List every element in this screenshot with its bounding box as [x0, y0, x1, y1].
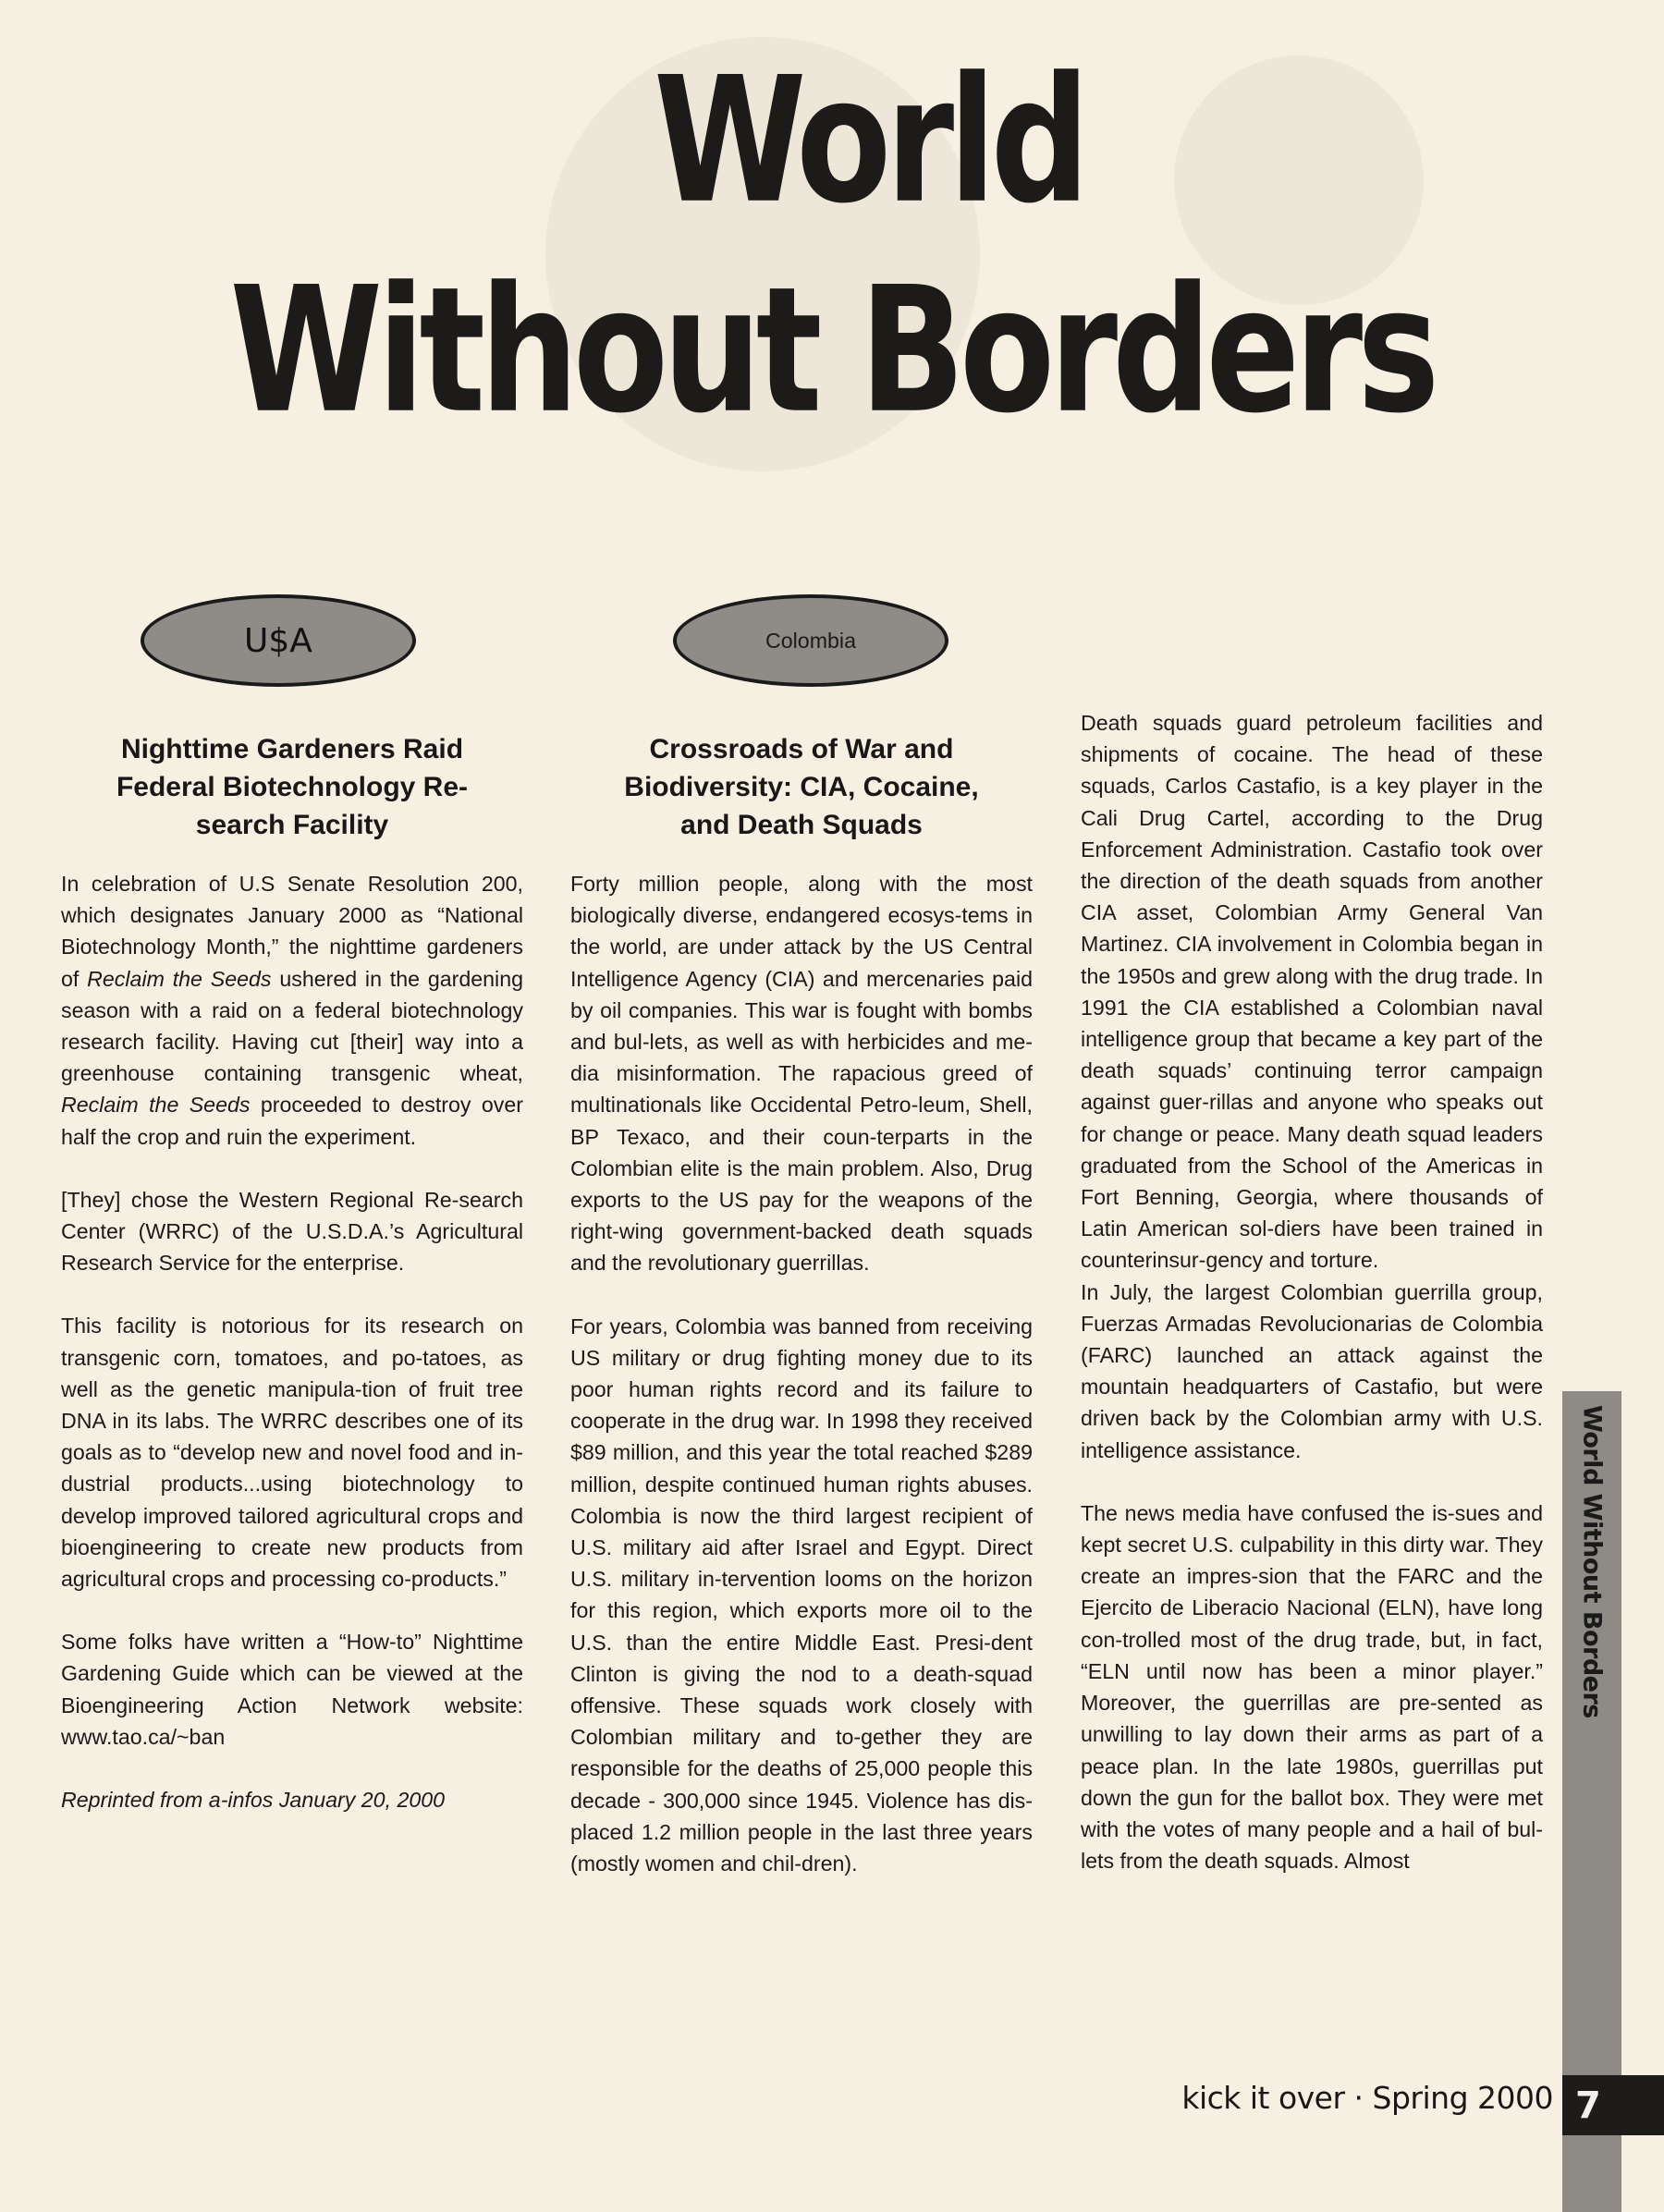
section-tag-label: Colombia	[765, 628, 856, 653]
article-column-2	[570, 730, 1033, 1911]
text-run: In celebration of U.S Senate Resolution 200, which designates January 2000 as “National Biotechnology Month,” the nighttime gardeners of	[61, 872, 523, 991]
section-tag-label: U$A	[244, 621, 312, 660]
italic-title: Reclaim the Seeds	[87, 966, 272, 991]
article-paragraph: This facility is notorious for its research on transgenic corn, tomatoes, and po-tatoes, as well as the genetic manipula-tion of fruit tree DNA in its labs. The WRRC describes one of its goals as to “develop new and novel food and in-dustrial products...using biotechnology to develop improved tailored agricultural crops and bioengineering to create new products from agricultural crops and processing co-products.”	[61, 1314, 523, 1592]
section-tag-colombia	[673, 594, 948, 687]
article-column-3	[1081, 707, 1543, 1908]
italic-title: Reclaim the Seeds	[61, 1093, 251, 1118]
article-paragraph: Some folks have written a “How-to” Nighttime Gardening Guide which can be viewed at the Bioengineering Action Network website: www.tao.ca/~ban	[61, 1630, 523, 1749]
page-title-line-2: Without Borders	[229, 251, 1435, 452]
article-paragraph: For years, Colombia was banned from receiving US military or drug fighting money due to its poor human rights record and its failure to cooperate in the drug war. In 1998 they received $89 million, and this year the total reached $289 million, despite continued human rights abuses. Colombia is now the third largest recipient of U.S. military aid after Israel and Egypt. Direct U.S. military in-tervention looms on the horizon for this region, which exports more oil to the U.S. than the entire Middle East. Presi-dent Clinton is giving the nod to a death-squad offensive. These squads work closely with Colombian military and to-gether they are responsible for the deaths of 25,000 people this decade - 300,000 since 1945. Violence has dis-placed 1.2 million people in the last three years (mostly women and chil-dren).	[570, 1314, 1033, 1876]
article-headline: Crossroads of War and Biodiversity: CIA, Cocaine, and Death Squads	[624, 734, 979, 840]
section-side-label: World Without Borders	[1577, 1405, 1607, 1718]
article-column-1	[61, 730, 523, 1847]
article-headline: Nighttime Gardeners Raid Federal Biotechnology Re-search Facility	[116, 734, 469, 840]
section-tag-usa	[141, 594, 416, 687]
article-paragraph: Forty million people, along with the most biologically diverse, endangered ecosys-tems in the world, are under attack by the US Central Intelligence Agency (CIA) and mercenaries paid by oil companies. This war is fought with bombs and bul-lets, as well as with herbicides and me-dia misinformation. The rapacious greed of multinationals like Occidental Petro-leum, Shell, BP Texaco, and their coun-terparts in the Colombian elite is the main problem. Also, Drug exports to the US pay for the weapons of the right-wing government-backed death squads and the revolutionary guerrillas.	[570, 872, 1033, 1276]
page-number: 7	[1562, 2075, 1664, 2135]
page-title-line-1: World	[654, 41, 1084, 242]
publication-footer: kick it over · Spring 2000	[1181, 2080, 1553, 2116]
article-paragraph: In July, the largest Colombian guerrilla group, Fuerzas Armadas Revolucionarias de Colombia (FARC) launched an attack against the mountain headquarters of Castafio, but were driven back by the Colombian army with U.S. intelligence assistance.	[1081, 1279, 1543, 1462]
reprint-credit: Reprinted from a-infos January 20, 2000	[61, 1788, 446, 1813]
text-run: ushered in the gardening season with a raid on a federal biotechnology research facility. Having cut [their] way into a greenhouse containing transgenic wheat,	[61, 966, 523, 1086]
article-paragraph	[61, 868, 523, 1153]
text-run: proceeded to destroy over half the crop and ruin the experiment.	[61, 1093, 523, 1149]
article-paragraph: [They] chose the Western Regional Re-search Center (WRRC) of the U.S.D.A.’s Agricultural Research Service for the enterprise.	[61, 1187, 523, 1276]
article-paragraph: Death squads guard petroleum facilities and shipments of cocaine. The head of these squads, Carlos Castafio, is a key player in the Cali Drug Cartel, according to the Drug Enforcement Administration. Castafio took over the direction of the death squads from another CIA asset, Colombian Army General Van Martinez. CIA involvement in Colombia began in the 1950s and grew along with the drug trade. In 1991 the CIA established a Colombian naval intelligence group that became a key part of the death squads’ continuing terror campaign against guer-rillas and anyone who speaks out for change or peace. Many death squad leaders graduated from the School of the Americas in Fort Benning, Georgia, where thousands of Latin American sol-diers have been trained in counterinsur-gency and torture.	[1081, 711, 1543, 1273]
article-paragraph: The news media have confused the is-sues and kept secret U.S. culpability in this dirty war. They create an impres-sion that the FARC and the Ejercito de Liberacio Nacional (ELN), have long con-trolled most of the drug trade, but, in fact, “ELN until now has been a minor player.” Moreover, the guerrillas are pre-sented as unwilling to lay down their arms as part of a peace plan. In the late 1980s, guerrillas put down the gun for the ballot box. They were met with the votes of many people and a hail of bul-lets from the death squads. Almost	[1081, 1500, 1543, 1874]
